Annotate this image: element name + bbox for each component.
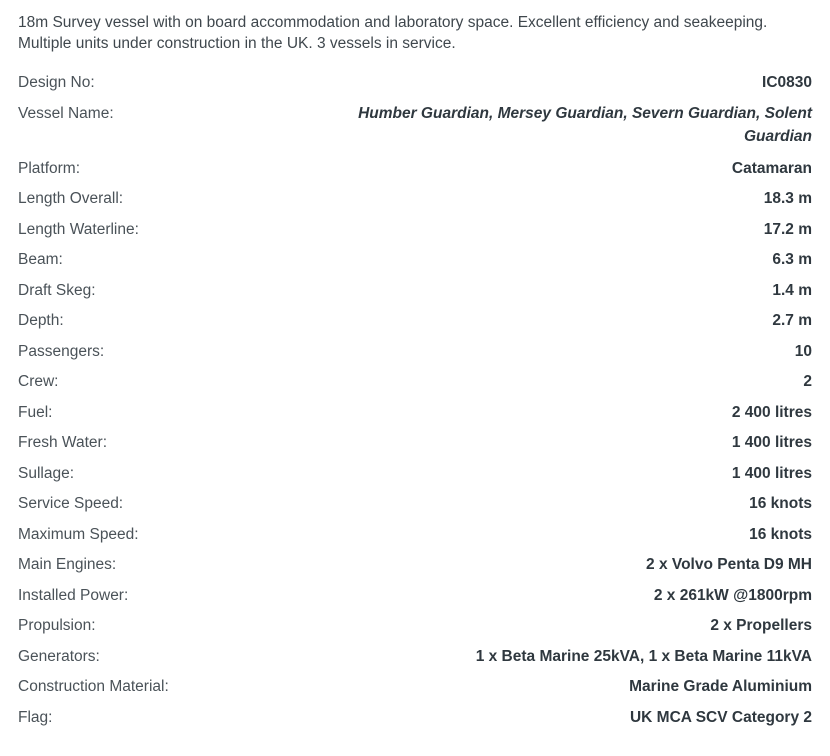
spec-label: Platform:	[18, 159, 81, 177]
spec-value: 1.4 m	[772, 281, 812, 299]
spec-value: 2	[803, 373, 812, 390]
spec-label: Maximum Speed:	[18, 525, 139, 543]
spec-label: Fresh Water:	[18, 434, 107, 451]
spec-value: UK MCA SCV Category 2	[629, 708, 812, 726]
spec-value: IC0830	[762, 74, 812, 91]
spec-value: 16 knots	[749, 525, 812, 543]
spec-label: Crew:	[18, 373, 59, 390]
spec-value: Catamaran	[731, 159, 812, 177]
spec-value: 1 400 litres	[731, 434, 812, 451]
table-row	[18, 245, 812, 276]
table-row	[18, 611, 812, 642]
table-row	[18, 672, 812, 703]
spec-label: Passengers:	[18, 342, 105, 360]
table-row	[18, 550, 812, 581]
spec-value: 18.3 m	[763, 190, 812, 207]
spec-value: 2 400 litres	[731, 403, 812, 421]
spec-value: Marine Grade Aluminium	[629, 678, 812, 695]
spec-label: Construction Material:	[18, 678, 169, 695]
spec-label: Propulsion:	[18, 617, 96, 634]
table-row	[18, 489, 812, 520]
spec-label: Length Waterline:	[18, 220, 139, 238]
table-row	[18, 428, 812, 459]
table-row	[18, 367, 812, 398]
table-row	[18, 68, 812, 99]
spec-value: 16 knots	[749, 495, 812, 512]
table-row	[18, 337, 812, 368]
spec-value: Humber Guardian, Mersey Guardian, Severn Guardian, Solent Guardian	[358, 104, 812, 145]
table-row	[18, 703, 812, 734]
spec-label: Main Engines:	[18, 556, 117, 573]
spec-value: 1 400 litres	[731, 464, 812, 482]
table-row	[18, 276, 812, 307]
vessel-description: 18m Survey vessel with on board accommodation and laboratory space. Excellent efficiency and seakeeping. Multiple units under construction in the UK. 3 vessels in service.	[18, 14, 768, 52]
spec-label: Service Speed:	[18, 495, 124, 512]
spec-value: 1 x Beta Marine 25kVA, 1 x Beta Marine 11kVA	[475, 647, 812, 665]
spec-label: Fuel:	[18, 403, 53, 421]
spec-value: 17.2 m	[763, 220, 812, 238]
spec-label: Installed Power:	[18, 586, 129, 604]
specifications-body	[18, 68, 812, 733]
spec-value: 10	[794, 342, 812, 360]
spec-label: Generators:	[18, 647, 100, 665]
table-row	[18, 581, 812, 612]
table-row	[18, 154, 812, 185]
spec-label: Sullage:	[18, 464, 75, 482]
table-row	[18, 642, 812, 673]
spec-value: 2 x Volvo Penta D9 MH	[646, 556, 812, 573]
table-row	[18, 215, 812, 246]
table-row	[18, 184, 812, 215]
spec-value: 6.3 m	[772, 251, 812, 268]
table-row	[18, 520, 812, 551]
spec-label: Design No:	[18, 74, 95, 91]
spec-label: Beam:	[18, 251, 63, 268]
specifications-table	[18, 68, 812, 733]
spec-label: Draft Skeg:	[18, 281, 96, 299]
table-row	[18, 99, 812, 154]
table-row	[18, 398, 812, 429]
table-row	[18, 459, 812, 490]
spec-label: Vessel Name:	[18, 104, 114, 122]
spec-value: 2 x Propellers	[710, 617, 812, 634]
spec-value: 2 x 261kW @1800rpm	[653, 586, 812, 604]
spec-label: Length Overall:	[18, 190, 124, 207]
spec-label: Depth:	[18, 312, 64, 329]
spec-value: 2.7 m	[772, 312, 812, 329]
table-row	[18, 306, 812, 337]
spec-label: Flag:	[18, 708, 53, 726]
